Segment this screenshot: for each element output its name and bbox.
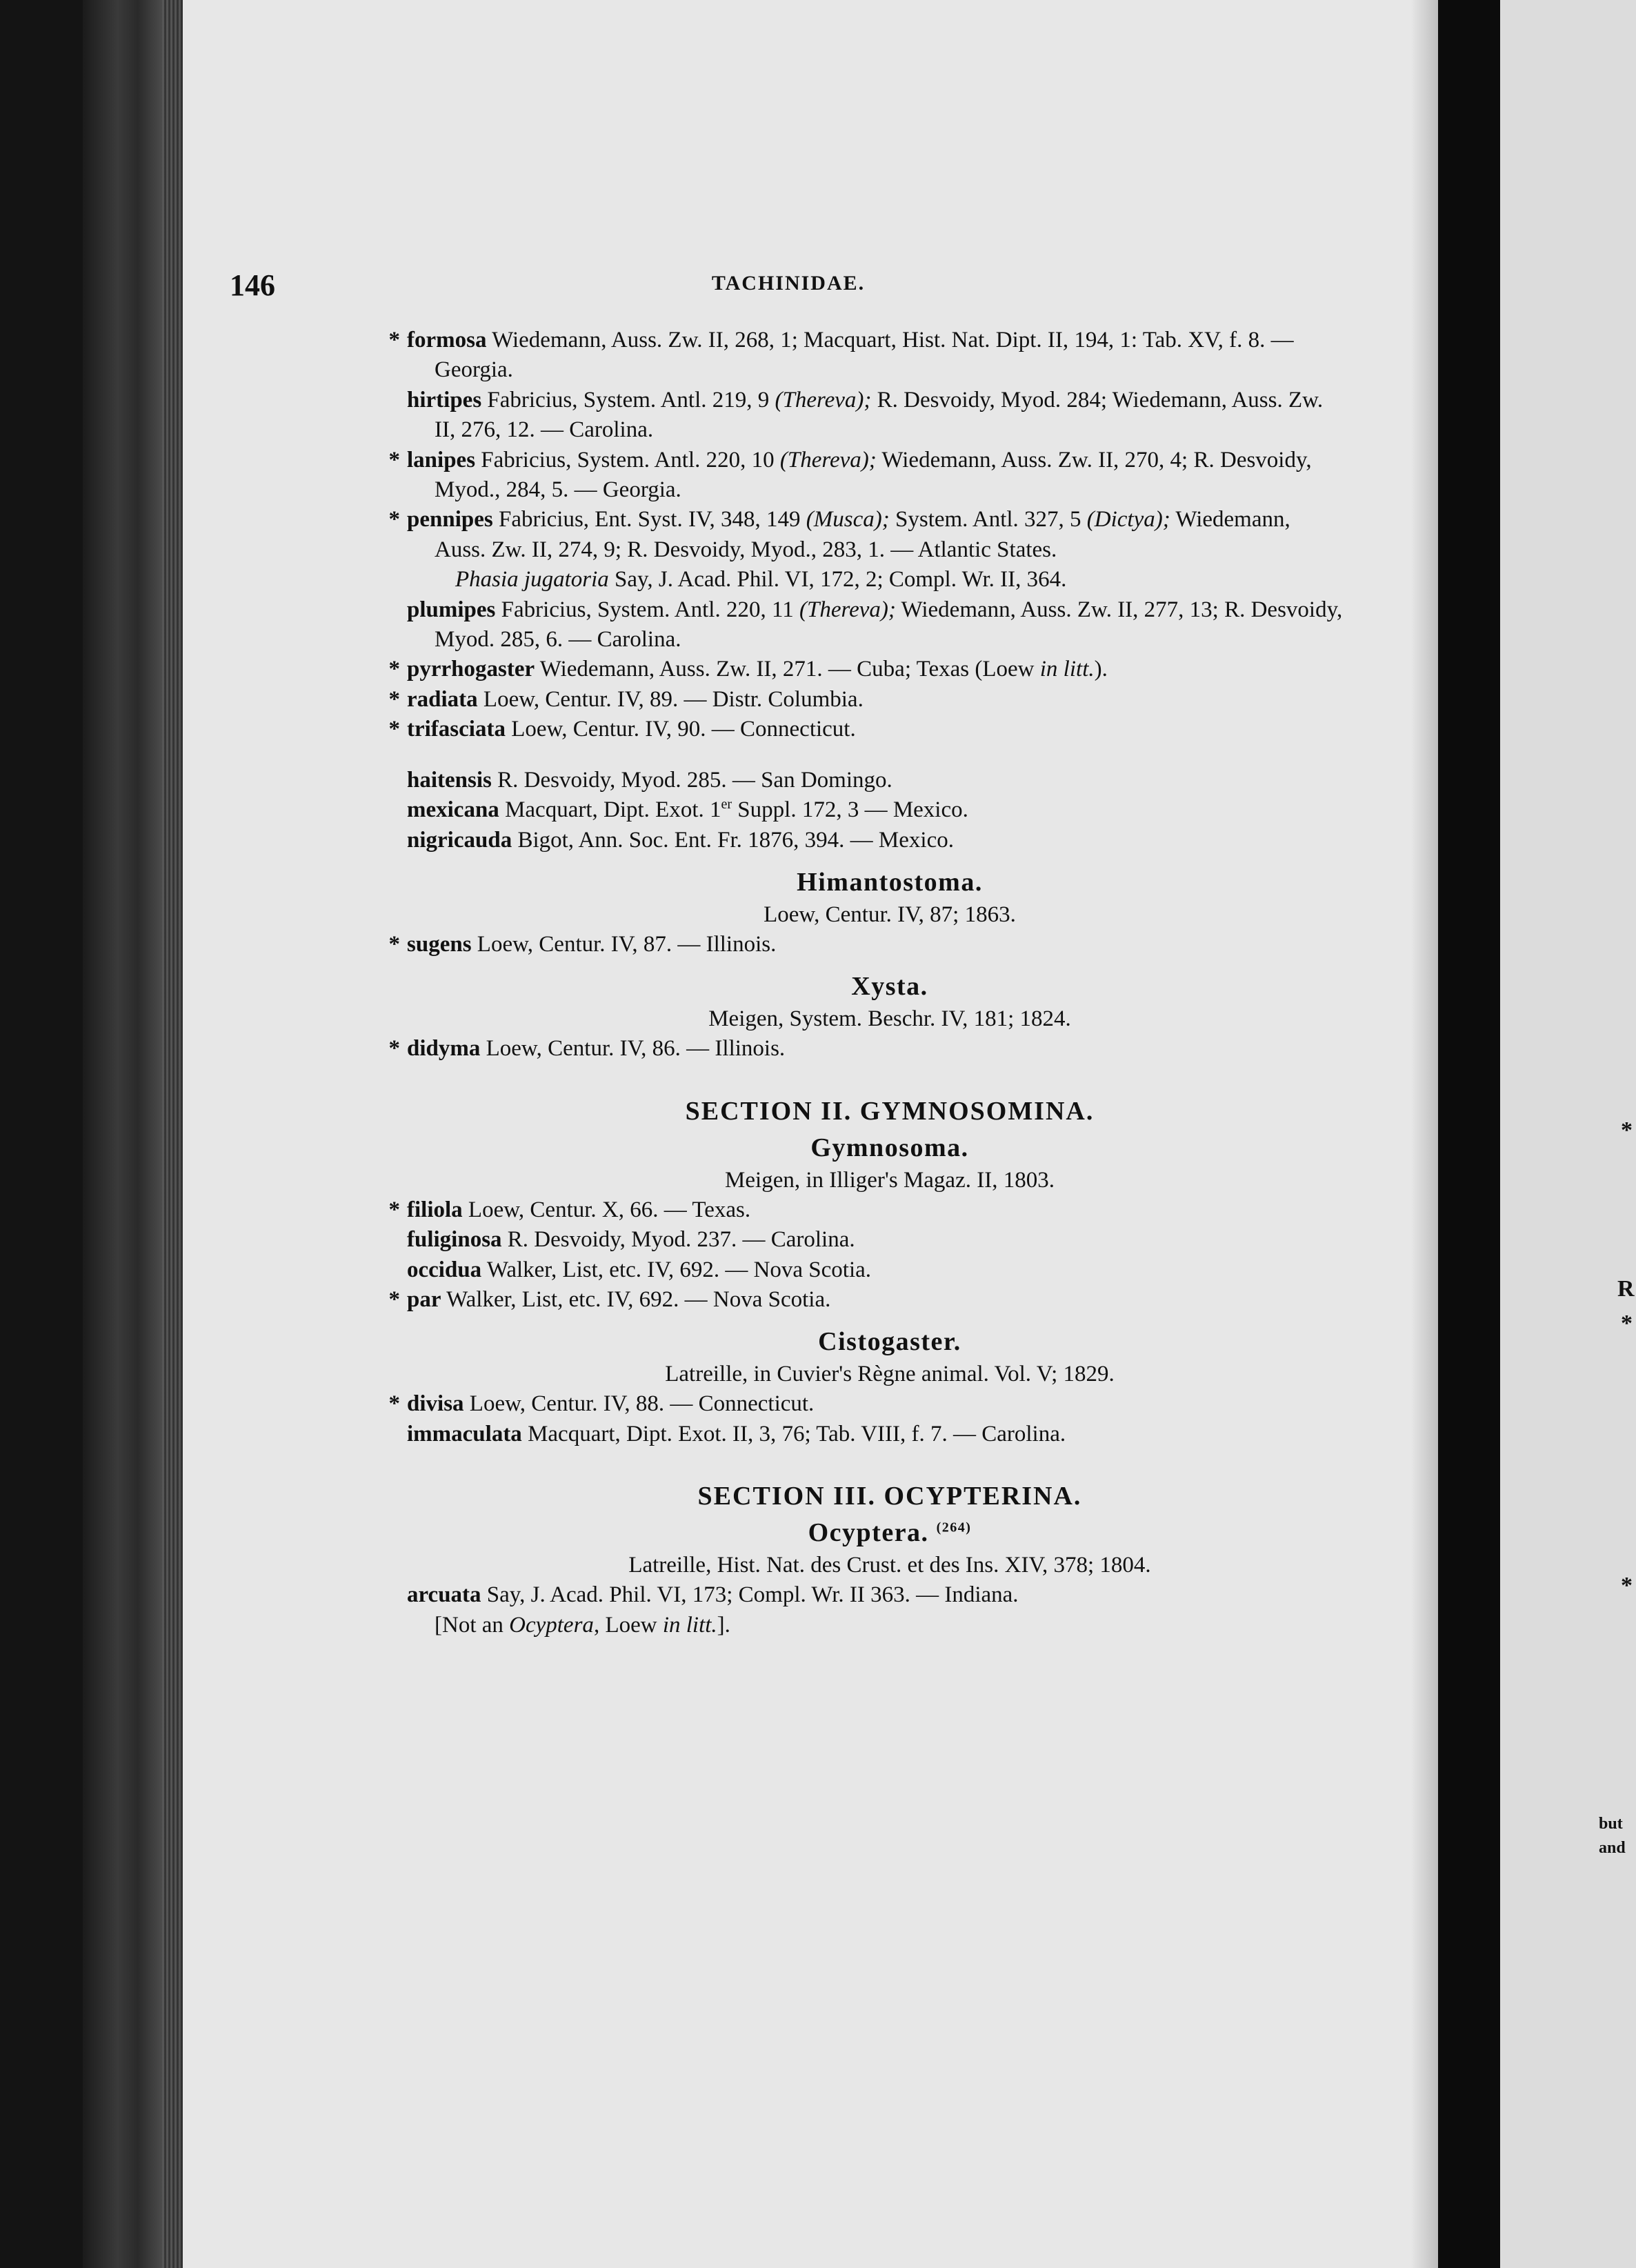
species-citation: Bigot, Ann. Soc. Ent. Fr. 1876, 394. — Mexico. bbox=[512, 827, 954, 853]
species-note bbox=[407, 1611, 1345, 1640]
genus-heading bbox=[435, 1515, 1345, 1550]
species-citation: ). bbox=[1094, 657, 1108, 682]
adjacent-page-fragment: but bbox=[1599, 1815, 1623, 1833]
species-name: immaculata bbox=[407, 1421, 522, 1446]
species-citation: Loew, Centur. X, 66. — Texas. bbox=[462, 1197, 751, 1222]
species-synonym: (Thereva); bbox=[799, 597, 896, 622]
species-entry bbox=[388, 1195, 1345, 1225]
species-citation: Fabricius, System. Antl. 220, 10 bbox=[475, 447, 780, 472]
running-head bbox=[230, 268, 1347, 309]
species-name: hirtipes bbox=[407, 387, 482, 412]
species-note: in litt. bbox=[1039, 657, 1095, 682]
species-citation: Loew, Centur. IV, 87. — Illinois. bbox=[471, 931, 777, 957]
species-name: trifasciata bbox=[407, 717, 506, 742]
species-citation: Loew, Centur. IV, 86. — Illinois. bbox=[480, 1036, 786, 1062]
species-name: sugens bbox=[407, 931, 472, 957]
page-shadow bbox=[1410, 0, 1438, 2268]
spacer bbox=[407, 855, 1345, 865]
adjacent-page-fragment: * bbox=[1621, 1311, 1633, 1336]
species-synonym: (Thereva); bbox=[779, 447, 877, 472]
spacer bbox=[407, 745, 1345, 766]
extant-marker: * bbox=[388, 657, 400, 682]
section-heading: SECTION III. OCYPTERINA. bbox=[697, 1482, 1082, 1511]
genus-heading: Xysta. bbox=[851, 972, 928, 1002]
species-citation: Loew, Centur. IV, 88. — Connecticut. bbox=[463, 1391, 815, 1417]
page-gutter bbox=[1438, 0, 1500, 2268]
extant-marker: * bbox=[388, 717, 400, 742]
species-name: plumipes bbox=[407, 597, 496, 622]
species-citation: Wiedemann, Auss. Zw. II, 268, 1; Macquart, Hist. Nat. Dipt. II, 194, 1: Tab. XV, f. 8. — Georgia. bbox=[435, 328, 1294, 383]
species-entry bbox=[388, 505, 1345, 565]
spacer bbox=[407, 1315, 1345, 1324]
species-citation: Wiedemann, Auss. Zw. II, 271. — Cuba; Texas (Loew bbox=[535, 657, 1040, 682]
species-entry bbox=[388, 685, 1345, 715]
species-citation: Wiedemann, Auss. Zw. II, 270, 4; R. Desvoidy, Myod., 284, 5. — Georgia. bbox=[435, 447, 1312, 503]
species-entry bbox=[388, 655, 1345, 684]
species-citation: Fabricius, System. Antl. 219, 9 bbox=[481, 387, 775, 412]
species-entry bbox=[407, 795, 1345, 825]
species-citation: R. Desvoidy, Myod. 237. — Carolina. bbox=[501, 1227, 855, 1253]
species-name: didyma bbox=[407, 1036, 481, 1062]
species-entry bbox=[407, 595, 1345, 655]
genus-authority: Meigen, System. Beschr. IV, 181; 1824. bbox=[708, 1006, 1071, 1032]
note-text: [Not an bbox=[435, 1612, 510, 1638]
species-entry bbox=[388, 715, 1345, 744]
synonym-entry bbox=[407, 565, 1345, 595]
species-entry bbox=[388, 1389, 1345, 1419]
species-citation: Wiedemann, Auss. Zw. II, 277, 13; R. Desvoidy, Myod. 285, 6. — Carolina. bbox=[435, 597, 1343, 653]
note-italic: in litt. bbox=[662, 1612, 717, 1638]
page-number: 146 bbox=[230, 268, 275, 302]
species-entry bbox=[407, 766, 1345, 795]
species-citation: Fabricius, System. Antl. 220, 11 bbox=[495, 597, 799, 622]
extant-marker: * bbox=[388, 507, 400, 533]
species-name: mexicana bbox=[407, 797, 499, 823]
spacer bbox=[407, 1064, 1345, 1092]
extant-marker: * bbox=[388, 1036, 400, 1062]
genus-name: Ocyptera. bbox=[808, 1518, 929, 1548]
species-entry bbox=[388, 1034, 1345, 1064]
synonym-name: Phasia jugatoria bbox=[455, 567, 609, 593]
species-name: arcuata bbox=[407, 1582, 481, 1608]
species-entry bbox=[388, 930, 1345, 959]
genus-authority: Latreille, Hist. Nat. des Crust. et des Ins. XIV, 378; 1804. bbox=[628, 1553, 1151, 1578]
species-entry bbox=[407, 826, 1345, 855]
species-citation: Loew, Centur. IV, 90. — Connecticut. bbox=[505, 717, 856, 742]
species-citation: R. Desvoidy, Myod. 284; Wiedemann, Auss. Zw. II, 276, 12. — Carolina. bbox=[435, 387, 1324, 443]
species-synonym: (Dictya); bbox=[1086, 507, 1170, 533]
extant-marker: * bbox=[388, 1197, 400, 1222]
spacer bbox=[407, 1449, 1345, 1477]
running-title: TACHINIDAE. bbox=[711, 272, 866, 295]
adjacent-page bbox=[1500, 0, 1636, 2268]
adjacent-page-fragment: R bbox=[1617, 1276, 1635, 1302]
superscript: er bbox=[721, 797, 732, 813]
species-name: haitensis bbox=[407, 767, 492, 793]
species-citation: Loew, Centur. IV, 89. — Distr. Columbia. bbox=[477, 686, 864, 712]
extant-marker: * bbox=[388, 1286, 400, 1312]
species-citation: Suppl. 172, 3 — Mexico. bbox=[732, 797, 968, 823]
spacer bbox=[407, 959, 1345, 969]
adjacent-page-fragment: * bbox=[1621, 1573, 1633, 1598]
note-text: , Loew bbox=[593, 1612, 663, 1638]
adjacent-page-fragment: and bbox=[1599, 1839, 1626, 1857]
species-entry bbox=[388, 326, 1345, 386]
species-citation: Fabricius, Ent. Syst. IV, 348, 149 bbox=[492, 507, 806, 533]
species-entry bbox=[407, 1255, 1345, 1285]
adjacent-page-fragment: * bbox=[1621, 1117, 1633, 1143]
species-name: divisa bbox=[407, 1391, 464, 1417]
species-name: lanipes bbox=[407, 447, 476, 472]
species-name: par bbox=[407, 1286, 441, 1312]
species-citation: Macquart, Dipt. Exot. II, 3, 76; Tab. VIII, f. 7. — Carolina. bbox=[521, 1421, 1066, 1446]
species-name: pennipes bbox=[407, 507, 493, 533]
species-entry bbox=[388, 1285, 1345, 1315]
species-name: occidua bbox=[407, 1257, 482, 1282]
genus-heading: Cistogaster. bbox=[818, 1327, 961, 1357]
note-text: ]. bbox=[717, 1612, 730, 1638]
species-citation: R. Desvoidy, Myod. 285. — San Domingo. bbox=[491, 767, 892, 793]
species-citation: Walker, List, etc. IV, 692. — Nova Scotia. bbox=[441, 1286, 831, 1312]
note-italic: Ocyptera bbox=[509, 1612, 594, 1638]
species-synonym: (Musca); bbox=[806, 507, 890, 533]
synonym-citation: Say, J. Acad. Phil. VI, 172, 2; Compl. Wr. II, 364. bbox=[608, 567, 1067, 593]
species-entry bbox=[388, 446, 1345, 506]
species-name: formosa bbox=[407, 328, 487, 352]
genus-authority: Meigen, in Illiger's Magaz. II, 1803. bbox=[725, 1167, 1055, 1193]
species-entry bbox=[407, 1225, 1345, 1255]
species-citation: System. Antl. 327, 5 bbox=[889, 507, 1087, 533]
species-name: fuliginosa bbox=[407, 1227, 502, 1253]
extant-marker: * bbox=[388, 328, 400, 352]
species-synonym: (Thereva); bbox=[775, 387, 872, 412]
page-text bbox=[388, 326, 1345, 1640]
species-name: pyrrhogaster bbox=[407, 657, 535, 682]
species-citation: Wiedemann, Auss. Zw. II, 274, 9; R. Desvoidy, Myod., 283, 1. — Atlantic States. bbox=[435, 507, 1290, 562]
genus-authority: Latreille, in Cuvier's Règne animal. Vol. V; 1829. bbox=[665, 1362, 1115, 1387]
species-citation: Macquart, Dipt. Exot. 1 bbox=[499, 797, 721, 823]
species-entry bbox=[407, 386, 1345, 446]
species-name: filiola bbox=[407, 1197, 463, 1222]
species-name: nigricauda bbox=[407, 827, 512, 853]
extant-marker: * bbox=[388, 1391, 400, 1417]
species-citation: Walker, List, etc. IV, 692. — Nova Scotia. bbox=[481, 1257, 872, 1282]
extant-marker: * bbox=[388, 447, 400, 472]
spine-edge bbox=[162, 0, 183, 2268]
genus-heading: Himantostoma. bbox=[797, 867, 983, 897]
species-entry bbox=[407, 1420, 1345, 1449]
extant-marker: * bbox=[388, 686, 400, 712]
genus-heading: Gymnosoma. bbox=[810, 1133, 969, 1162]
species-name: radiata bbox=[407, 686, 478, 712]
genus-authority: Loew, Centur. IV, 87; 1863. bbox=[764, 902, 1016, 927]
species-citation: Say, J. Acad. Phil. VI, 173; Compl. Wr. II 363. — Indiana. bbox=[481, 1582, 1019, 1608]
species-entry bbox=[407, 1580, 1345, 1610]
footnote-ref: (264) bbox=[936, 1520, 972, 1535]
extant-marker: * bbox=[388, 931, 400, 957]
section-heading: SECTION II. GYMNOSOMINA. bbox=[685, 1096, 1095, 1126]
